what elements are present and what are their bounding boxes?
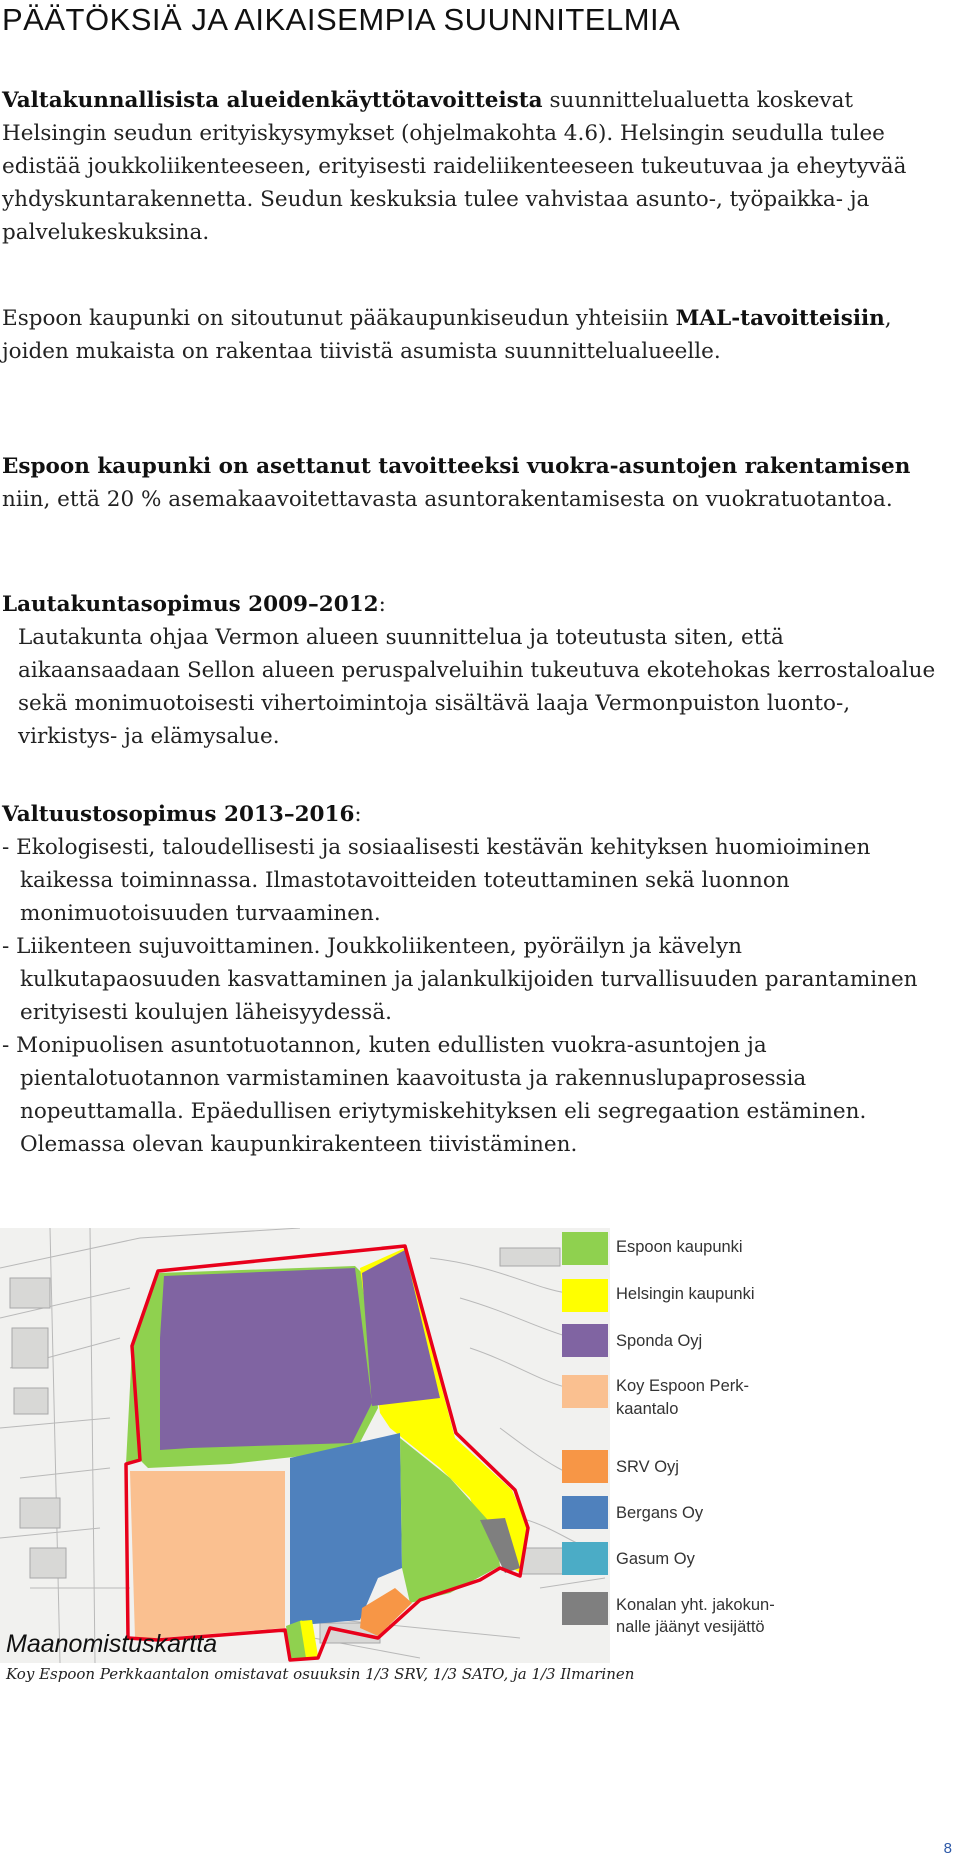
parcel-sponda-north: [160, 1268, 372, 1450]
paragraph-mal-goals: [2, 302, 942, 368]
legend-swatch-bergans: [562, 1496, 608, 1529]
paragraph-text: , joiden mukaista on rakentaa tiivistä asumista suunnittelualueelle.: [2, 306, 892, 364]
section-heading-colon: :: [354, 802, 362, 827]
map-caption-subtitle: Koy Espoon Perkkaantalon omistavat osuuksin 1/3 SRV, 1/3 SATO, ja 1/3 Ilmarinen: [6, 1665, 635, 1683]
legend-label: Espoon kaupunki: [616, 1238, 743, 1256]
list-item: - Liikenteen sujuvoittaminen. Joukkoliikenteen, pyöräilyn ja kävelyn kulkutapaosuuden kasvattaminen ja jalankulkijoiden turvallisuuden parantaminen erityisesti koulujen läheisyydessä.: [2, 934, 918, 1025]
legend-label: Helsingin kaupunki: [616, 1285, 755, 1303]
section-heading-bold: Lautakuntasopimus 2009–2012: [2, 592, 379, 617]
list-item: - Monipuolisen asuntotuotannon, kuten edullisten vuokra-asuntojen ja pientalotuotannon varmistaminen kaavoitusta ja rakennuslupaprosessia nopeuttamalla. Epäedullisen eriytymiskehityksen eli segregaation estäminen. Olemassa olevan kaupunkirakenteen tiivistäminen.: [2, 1033, 867, 1157]
legend-swatch-gasum: [562, 1542, 608, 1575]
page-title: PÄÄTÖKSIÄ JA AIKAISEMPIA SUUNNITELMIA: [2, 2, 681, 37]
section-heading: [2, 798, 942, 831]
paragraph-council-agreement: [2, 798, 942, 1161]
bold-phrase: Valtakunnallisista alueidenkäyttötavoitteista: [2, 88, 543, 113]
legend-swatch-konalan: [562, 1592, 608, 1625]
legend-swatch-srv: [562, 1450, 608, 1483]
paragraph-text: Lautakunta ohjaa Vermon alueen suunnittelua ja toteutusta siten, että aikaansaadaan Sellon alueen peruspalveluihin tukeutuva ekotehokas kerrostaloalue sekä monimuotoisesti vihertoimintoja sisältävä laaja Vermonpuiston luonto-, virkistys- ja elämysalue.: [18, 625, 936, 749]
page-number: 8: [943, 1840, 952, 1857]
section-heading-bold: Valtuustosopimus 2013–2016: [2, 802, 355, 827]
legend-label: Koy Espoon Perk-: [616, 1377, 749, 1395]
legend-label: SRV Oyj: [616, 1458, 679, 1476]
legend-label: Konalan yht. jakokun-: [616, 1596, 775, 1614]
paragraph-text: niin, että 20 % asemakaavoitettavasta asuntorakentamisesta on vuokratuotantoa.: [2, 487, 893, 512]
legend-swatch-espoon-kaupunki: [562, 1232, 608, 1265]
legend-swatch-sponda: [562, 1324, 608, 1357]
bold-phrase: MAL-tavoitteisiin: [675, 306, 885, 331]
legend-label: Bergans Oy: [616, 1504, 704, 1522]
paragraph-text: suunnittelualuetta koskevat Helsingin seudun erityiskysymykset (ohjelmakohta 4.6). Helsingin seudulla tulee edistää joukkoliikenteeseen, erityisesti raideliikenteeseen tukeutuvaa ja eheytyvää yhdyskuntarakennetta. Seudun keskuksia tulee vahvistaa asunto-, työpaikka- ja palvelukeskuksina.: [2, 88, 907, 245]
paragraph-rental-goal: [2, 450, 942, 516]
paragraph-board-agreement: [2, 588, 942, 753]
legend-label: Sponda Oyj: [616, 1332, 703, 1350]
paragraph-text: Espoon kaupunki on sitoutunut pääkaupunkiseudun yhteisiin: [2, 306, 676, 331]
section-heading-colon: :: [378, 592, 386, 617]
legend-label: Gasum Oy: [616, 1550, 695, 1568]
map-caption-title: Maanomistuskartta: [6, 1630, 218, 1658]
legend-label: nalle jäänyt vesijättö: [616, 1618, 765, 1636]
legend-swatch-helsingin-kaupunki: [562, 1279, 608, 1312]
paragraph-national-goals: [2, 84, 942, 249]
parcel-koy-espoon-perkkaantalo: [130, 1471, 285, 1638]
legend-swatch-koy-espoon-perkkaantalo: [562, 1375, 608, 1408]
legend-label: kaantalo: [616, 1400, 679, 1418]
section-heading: [2, 588, 942, 621]
bold-phrase: Espoon kaupunki on asettanut tavoitteeksi vuokra-asuntojen rakentamisen: [2, 454, 911, 479]
list-item: - Ekologisesti, taloudellisesti ja sosiaalisesti kestävän kehityksen huomioiminen kaikessa toiminnassa. Ilmastotavoitteiden toteuttaminen sekä luonnon monimuotoisuuden turvaaminen.: [2, 835, 871, 926]
